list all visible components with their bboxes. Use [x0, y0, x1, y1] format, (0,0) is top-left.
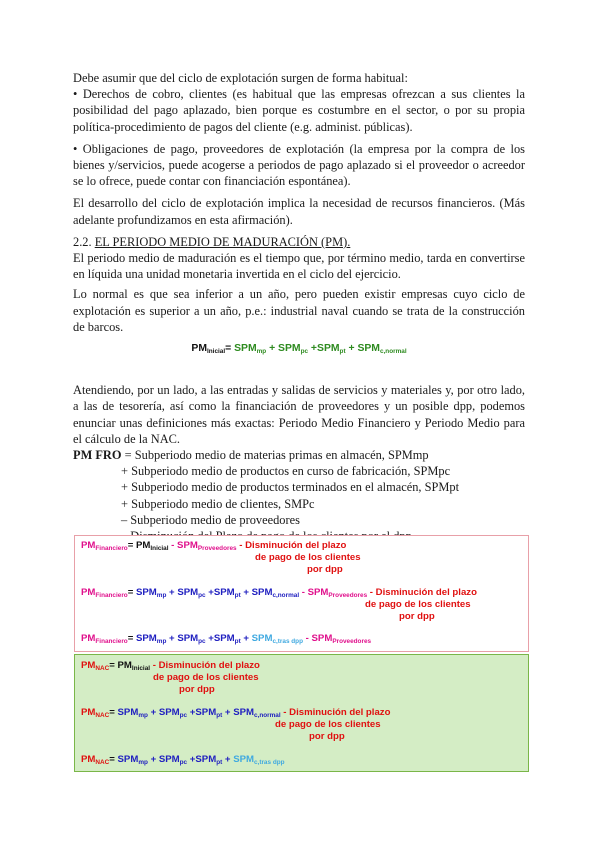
bullet-obligaciones-pago: • Obligaciones de pago, proveedores de explotación (la empresa por la compra de los bienes y/servicios, puede acogerse a periodos de pago aplazado si el proveedor o acreedor se lo ofrece, puede contar con financiación espontánea).: [73, 141, 525, 189]
section-number: 2.2.: [73, 234, 92, 249]
document-body: [73, 70, 525, 544]
pmfro-item: – Subperiodo medio de proveedores: [121, 512, 300, 527]
pmfro-item: + Subperiodo medio de clientes, SMPc: [121, 496, 315, 511]
pmfro-item: + Subperiodo medio de productos en curso de fabricación, SPMpc: [121, 464, 451, 479]
financiero-note-1a: de pago de los clientes: [255, 552, 361, 563]
financiero-note-2a: de pago de los clientes: [365, 599, 471, 610]
paragraph-normal: Lo normal es que sea inferior a un año, pero pueden existir empresas cuyo ciclo de explotación es superior a un año, p.e.: industrial naval cuando se trata de la construcción de barcos.: [73, 287, 525, 334]
nac-formula-2: $PM_{NAC}= SPM_{mp} + SPM_{pc} +SPM_{pt} + SPM_{c,normal}$ - Disminución del plazo: [81, 707, 391, 719]
pmfro-item: + Subperiodo medio de productos terminados en el almacén, SPMpt: [121, 480, 460, 495]
nac-note-2a: de pago de los clientes: [275, 719, 381, 730]
nac-formula-3: $PM_{NAC}= SPM_{mp} + SPM_{pc} +SPM_{pt} + SPM_{c,tras dpp}$: [81, 754, 285, 766]
pm-financiero-box: [74, 535, 529, 652]
pm-nac-box: [74, 654, 529, 772]
formula-pm-inicial: $PM_{Inicial}= SPM_{mp} + SPM_{pc} +SPM_{pt} + SPM_{c,normal}$: [191, 343, 407, 356]
pmfro-label: PM FRO: [73, 448, 122, 463]
financiero-formula-3: $PM_{Financiero}= SPM_{mp} + SPM_{pc} +SPM_{pt} + SPM_{c,tras dpp} - SPM_{Proveedores}$: [81, 633, 372, 645]
nac-note-2b: por dpp: [309, 731, 345, 742]
paragraph-atendiendo: Atendiendo, por un lado, a las entradas y salidas de servicios y materiales y, por otro lado, a las de tesorería, así como la financiación de proveedores y un posible dpp, podemos enunciar unas definiciones más exactas: Periodo Medio Financiero y Periodo Medio para el cálculo de la NAC.: [73, 383, 525, 446]
financiero-note-1b: por dpp: [307, 564, 343, 575]
section-title: EL PERIODO MEDIO DE MADURACIÓN (PM).: [94, 234, 351, 249]
bullet-derechos-cobro: • Derechos de cobro, clientes (es habitual que las empresas ofrezcan a sus clientes la posibilidad del pago aplazado, bien porque es costumbre en el sector, o por su propia política-procedimiento de pagos del cliente (e.g. administ. públicas).: [73, 87, 525, 134]
intro-text: Debe asumir que del ciclo de explotación surgen de forma habitual:: [73, 71, 408, 85]
financiero-formula-2: $PM_{Financiero}= SPM_{mp} + SPM_{pc} +SPM_{pt} + SPM_{c,normal} - SPM_{Proveedores}$ - Disminución del plazo: [81, 587, 477, 599]
financiero-formula-1: $PM_{Financiero}= PM_{Inicial} - SPM_{Proveedores}$ - Disminución del plazo: [81, 540, 347, 552]
pmfro-first: = Subperiodo medio de materias primas en almacén, SPMmp: [124, 448, 429, 463]
paragraph-desarrollo: El desarrollo del ciclo de explotación implica la necesidad de recursos financieros. (Más adelante profundizamos en esta afirmación).: [73, 196, 525, 227]
nac-formula-1: $PM_{NAC}= PM_{Inicial}$ - Disminución del plazo: [81, 660, 260, 672]
nac-note-1a: de pago de los clientes: [153, 672, 259, 683]
section-heading: [73, 234, 525, 250]
paragraph-definicion: El periodo medio de maduración es el tiempo que, por término medio, tarda en convertirse en líquida una unidad monetaria invertida en el ciclo del ejercicio.: [73, 251, 525, 282]
nac-note-1b: por dpp: [179, 684, 215, 695]
pmfro-definition: [73, 447, 525, 463]
financiero-note-2b: por dpp: [399, 611, 435, 622]
